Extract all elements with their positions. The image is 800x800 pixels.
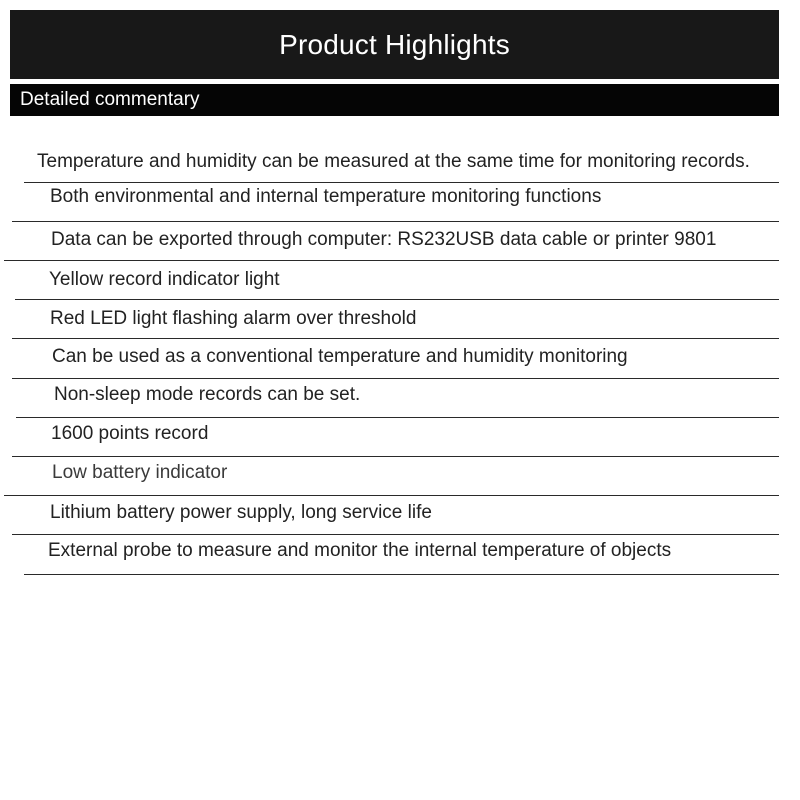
divider (24, 574, 779, 575)
list-item: Data can be exported through computer: RS232USB data cable or printer 9801 (51, 229, 717, 250)
list-item: Lithium battery power supply, long service life (50, 502, 432, 523)
list-item: Low battery indicator (52, 462, 228, 483)
divider (4, 260, 779, 261)
list-item: Temperature and humidity can be measured at the same time for monitoring records. (37, 151, 750, 172)
list-item: Non-sleep mode records can be set. (54, 384, 361, 405)
list-item: External probe to measure and monitor the internal temperature of objects (48, 540, 672, 561)
list-item: 1600 points record (51, 423, 209, 444)
divider (15, 299, 779, 300)
divider (4, 495, 779, 496)
divider (12, 221, 779, 222)
divider (12, 534, 779, 535)
page-title: Product Highlights (279, 28, 510, 60)
divider (16, 417, 779, 418)
section-title: Detailed commentary (20, 89, 200, 110)
divider (24, 182, 779, 183)
divider (12, 456, 779, 457)
divider (12, 378, 779, 379)
list-item: Can be used as a conventional temperature and humidity monitoring (52, 346, 628, 367)
list-item: Red LED light flashing alarm over threshold (50, 308, 417, 329)
list-item: Yellow record indicator light (49, 269, 280, 290)
divider (12, 338, 779, 339)
list-item: Both environmental and internal temperature monitoring functions (50, 186, 602, 207)
